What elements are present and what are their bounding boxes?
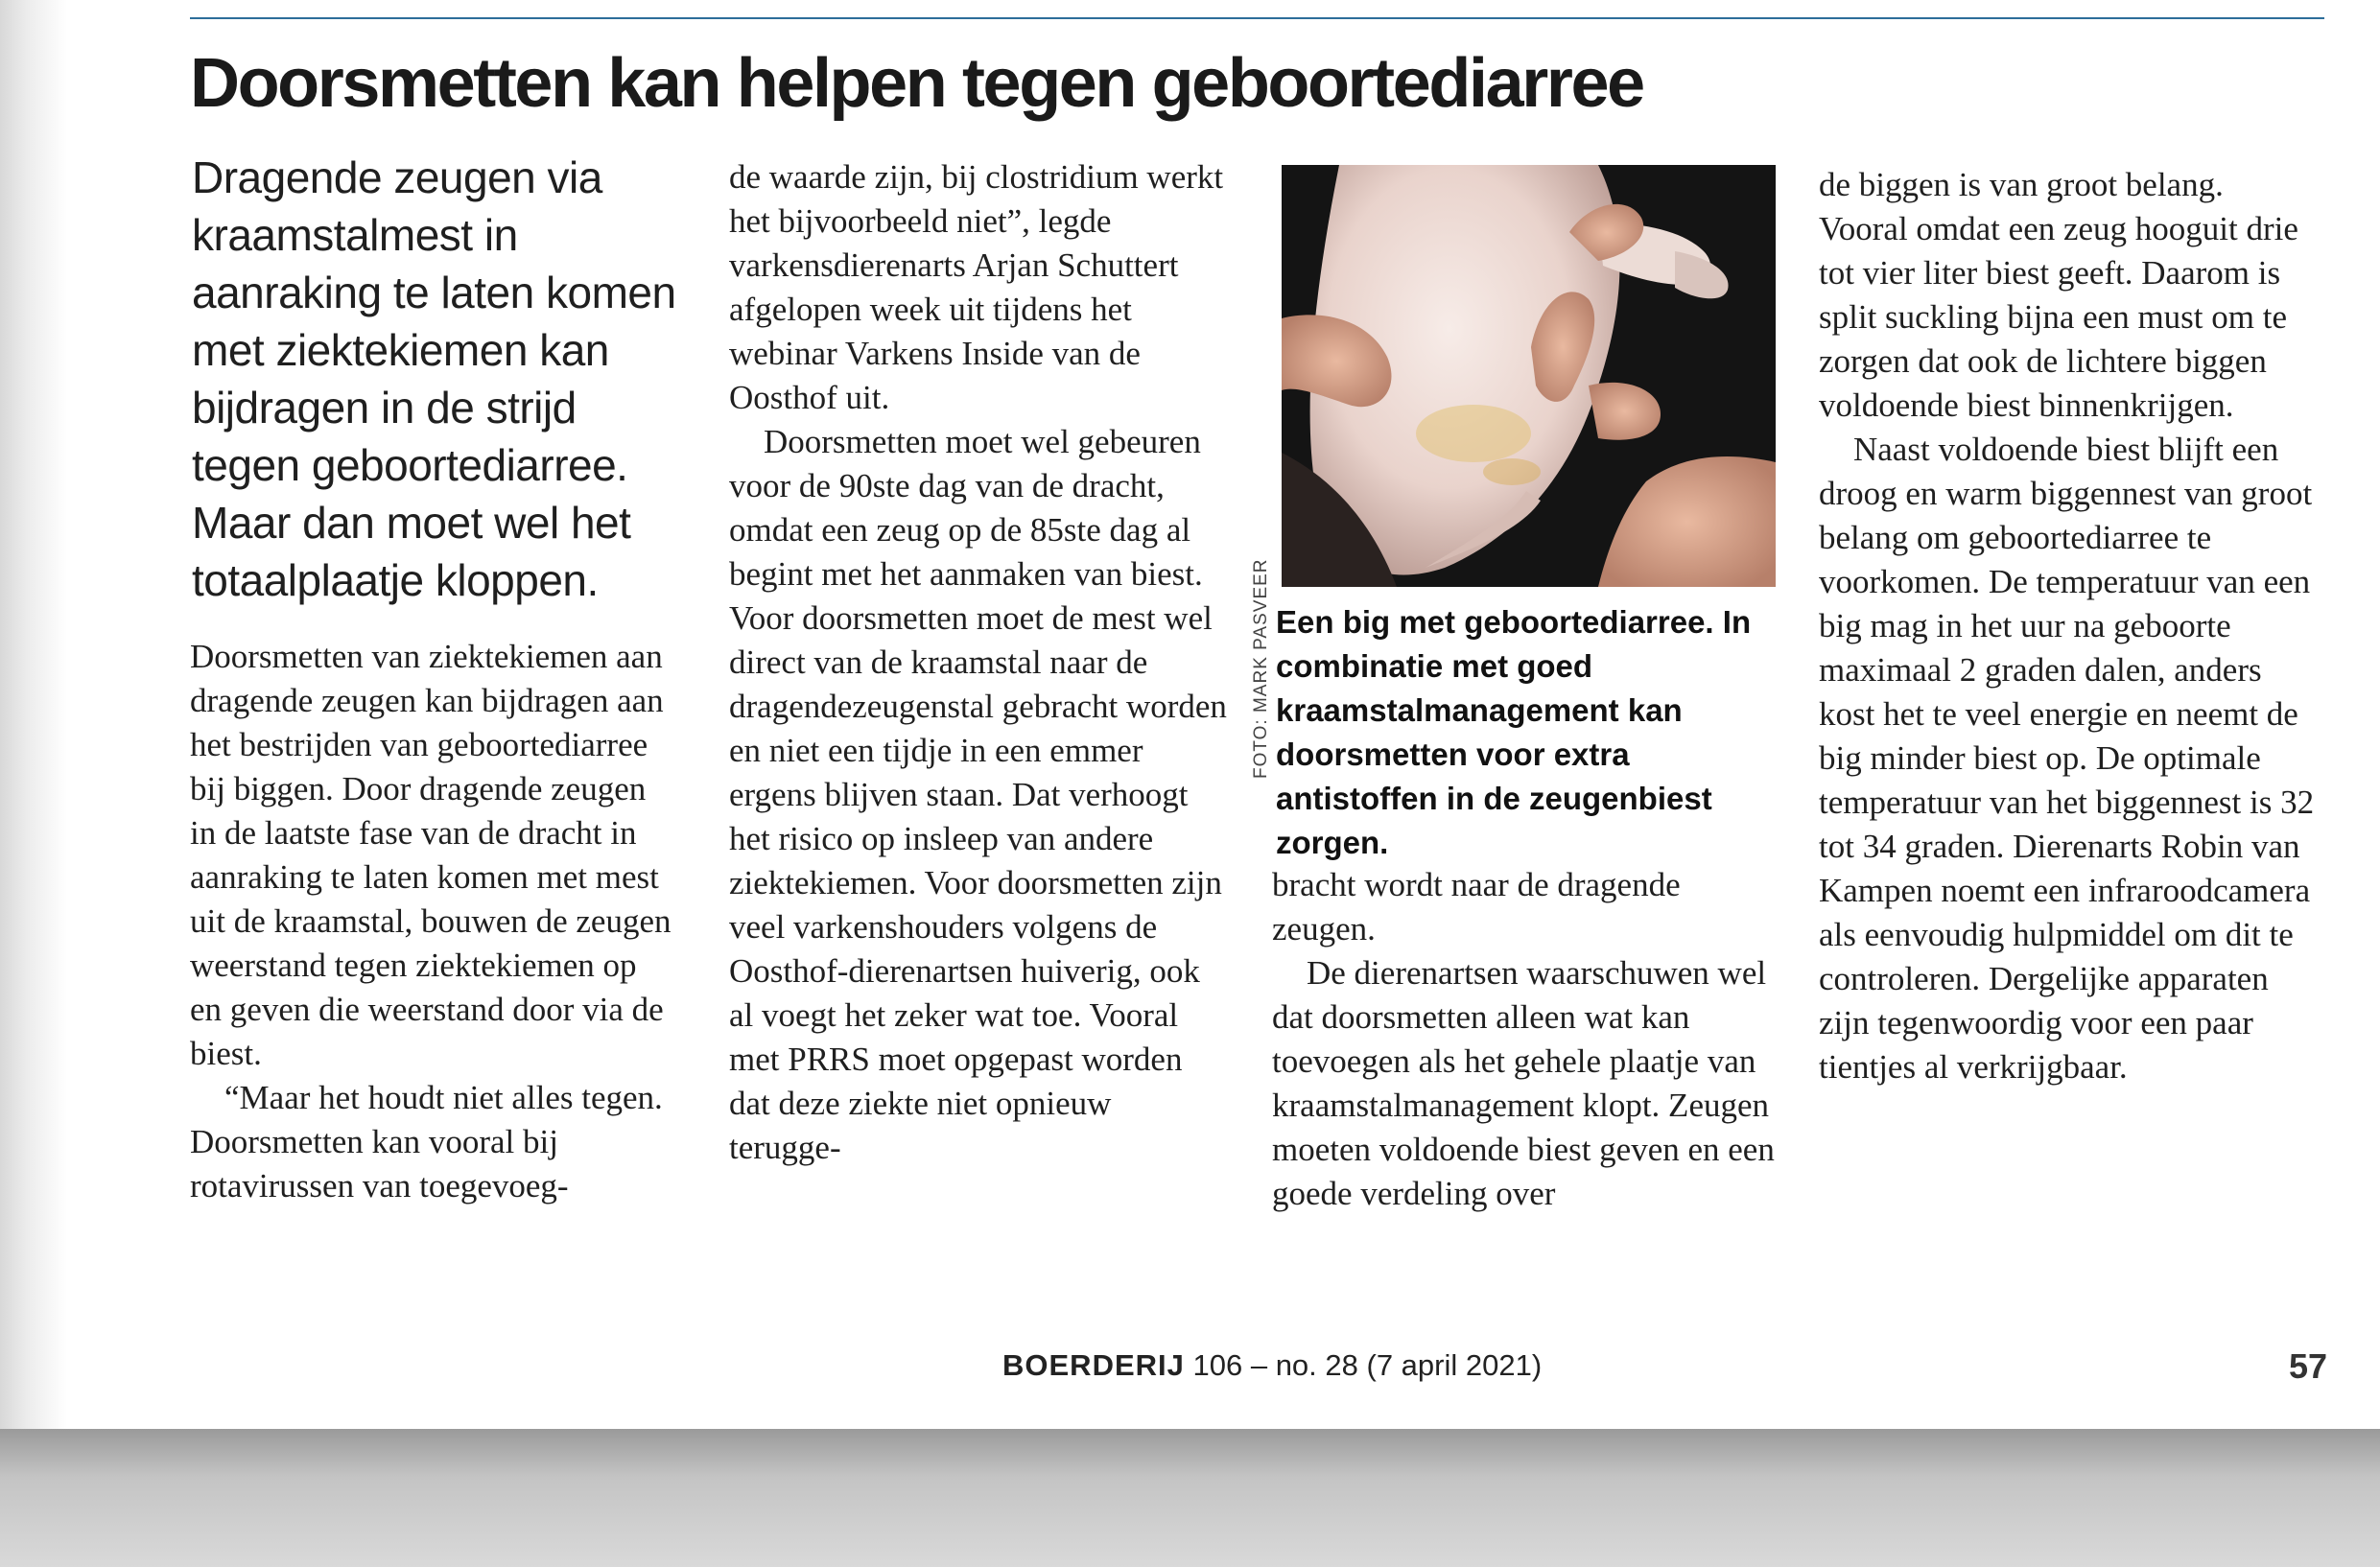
body-column-2 — [729, 155, 1230, 1170]
body-column-4 — [1819, 163, 2318, 1089]
article-photo — [1282, 165, 1776, 587]
paragraph: Naast voldoende biest blijft een droog en warm biggennest van groot belang om geboortediarree te voorkomen. De temperatuur van een big mag in het uur na geboorte maximaal 2 graden dalen, anders kost het te veel energie en neemt de big minder biest op. De optimale temperatuur van het biggennest is 32 tot 34 graden. Dierenarts Robin van Kampen noemt een infraroodcamera als eenvoudig hulpmiddel om dit te controleren. Dergelijke apparaten zijn tegenwoordig voor een paar tientjes al verkrijgbaar. — [1819, 431, 2315, 1086]
body-column-1 — [190, 635, 674, 1208]
paragraph: Doorsmetten van ziektekiemen aan dragende zeugen kan bijdragen aan het bestrijden van geboortediarree bij biggen. Door dragende zeugen in de laatste fase van de dracht in aanraking te laten komen met mest uit de kraamstal, bouwen de zeugen weerstand tegen ziektekiemen op en geven die weerstand door via de biest. — [190, 638, 672, 1072]
top-rule — [190, 17, 2324, 19]
issue-info: 106 – no. 28 (7 april 2021) — [1192, 1348, 1543, 1382]
page-number: 57 — [2289, 1346, 2328, 1386]
paragraph: Doorsmetten moet wel gebeuren voor de 90ste dag van de dracht, omdat een zeug op de 85ste dag al begint met het aanmaken van biest. Voor doorsmetten moet de mest wel direct van de kraamstal naar de dragendezeugenstal gebracht worden en niet een tijdje in een emmer ergens blijven staan. Dat verhoogt het risico op insleep van andere ziektekiemen. Voor doorsmetten zijn veel varkenshouders volgens de Oosthof-dierenartsen huiverig, ook al voegt het zeker wat toe. Vooral met PRRS moet opgepast worden dat deze ziekte niet opnieuw terugge- — [729, 423, 1227, 1166]
article-lead: Dragende zeugen via kraamstalmest in aanraking te laten komen met ziektekiemen kan bijdragen in de strijd tegen geboortediarree. Maar dan moet wel het totaalplaatje kloppen. — [192, 152, 676, 605]
photo-credit: FOTO: MARK PASVEER — [1251, 558, 1271, 779]
paragraph: de waarde zijn, bij clostridium werkt het bijvoorbeeld niet”, legde varkensdierenarts Arjan Schuttert afgelopen week uit tijdens het webinar Varkens Inside van de Oosthof uit. — [729, 158, 1224, 416]
page-binding-shadow — [0, 0, 67, 1429]
publication-name: BOERDERIJ — [1002, 1348, 1185, 1382]
piglet-photo-illustration — [1282, 165, 1776, 587]
page-footer — [1002, 1348, 1542, 1383]
scan-background-edge — [0, 1429, 2380, 1567]
article-title: Doorsmetten kan helpen tegen geboortediarree — [190, 45, 1643, 122]
paragraph: “Maar het houdt niet alles tegen. Doorsmetten kan vooral bij rotavirussen van toegevoeg- — [190, 1079, 663, 1204]
paragraph: De dierenartsen waarschuwen wel dat doorsmetten alleen wat kan toevoegen als het gehele plaatje van kraamstalmanagement klopt. Zeugen moeten voldoende biest geven en een goede verdeling over — [1272, 954, 1775, 1212]
body-column-3 — [1272, 863, 1779, 1216]
paragraph: de biggen is van groot belang. Vooral omdat een zeug hooguit drie tot vier liter biest geeft. Daarom is split suckling bijna een must om te zorgen dat ook de lichtere biggen voldoende biest binnenkrijgen. — [1819, 166, 2298, 424]
paragraph: bracht wordt naar de dragende zeugen. — [1272, 866, 1681, 947]
photo-caption: Een big met geboortediarree. In combinatie met goed kraamstalmanagement kan doorsmetten voor extra antistoffen in de zeugenbiest zorgen. — [1276, 604, 1752, 860]
